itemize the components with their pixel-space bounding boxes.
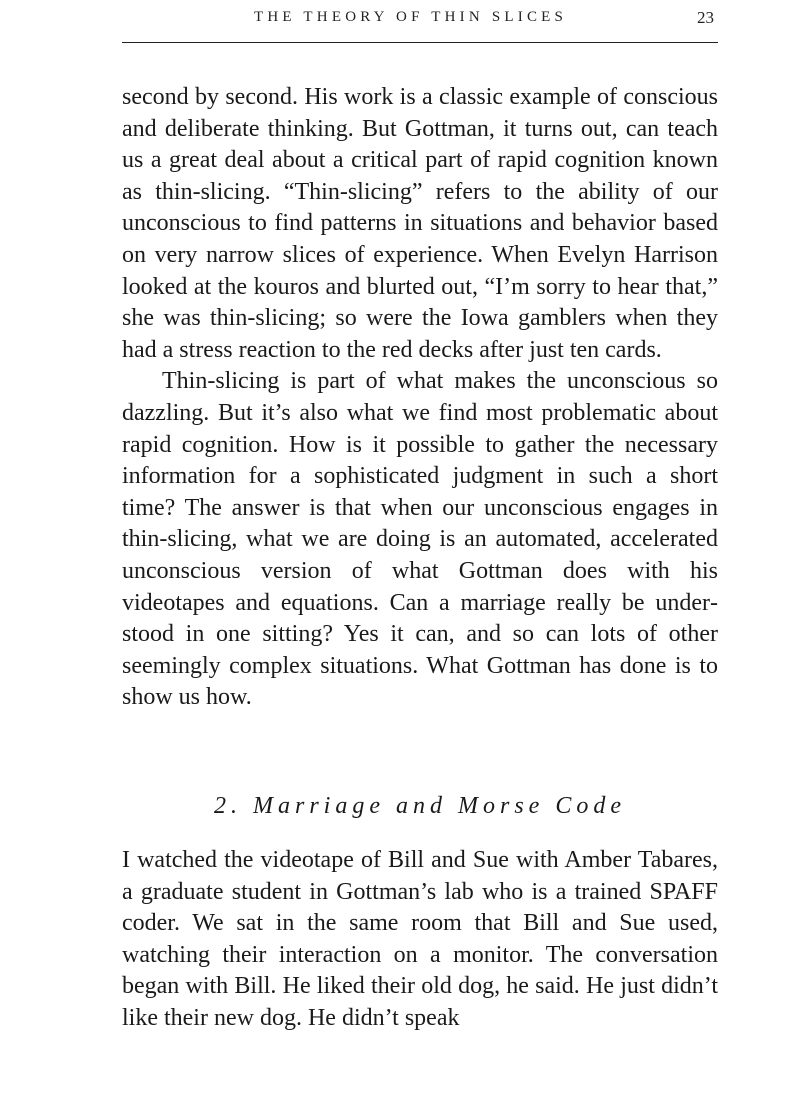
running-head <box>122 0 718 43</box>
page-number: 23 <box>697 8 714 27</box>
running-title: THE THEORY OF THIN SLICES <box>254 9 568 25</box>
paragraph: I watched the videotape of Bill and Sue with Amber Tabares, a graduate student in Gottman’s lab who is a trained SPAFF coder. We sat in the same room that Bill and Sue used, watching their interaction on a monitor. The conversation began with Bill. He liked their old dog, he said. He just didn’t like their new dog. He didn’t speak <box>122 847 718 1031</box>
section-body-text <box>122 845 718 1035</box>
paragraph: second by second. His work is a classic example of conscious and deliberate thinking. But Gottman, it turns out, can teach us a great deal about a critical part of rapid cognition known as thin-slicing. “Thin-slicing” refers to the ability of our unconscious to find patterns in situations and behavior based on very narrow slices of experience. When Evelyn Harrison looked at the kouros and blurted out, “I’m sorry to hear that,” she was thin-slicing; so were the Iowa gamblers when they had a stress reaction to the red decks after just ten cards. <box>122 84 718 363</box>
section-heading: 2. Marriage and Morse Code <box>214 793 626 819</box>
body-text <box>122 82 718 714</box>
paragraph: Thin-slicing is part of what makes the unconscious so dazzling. But it’s also what we find most problematic about rapid cognition. How is it possible to gather the necessary information for a sophisticated judgment in such a short time? The answer is that when our unconscious engages in thin-slicing, what we are doing is an automated, accelerated unconscious version of what Gottman does with his videotapes and equations. Can a marriage really be understood in one sitting? Yes it can, and so can lots of other seemingly complex situations. What Gottman has done is to show us how. <box>122 368 718 711</box>
